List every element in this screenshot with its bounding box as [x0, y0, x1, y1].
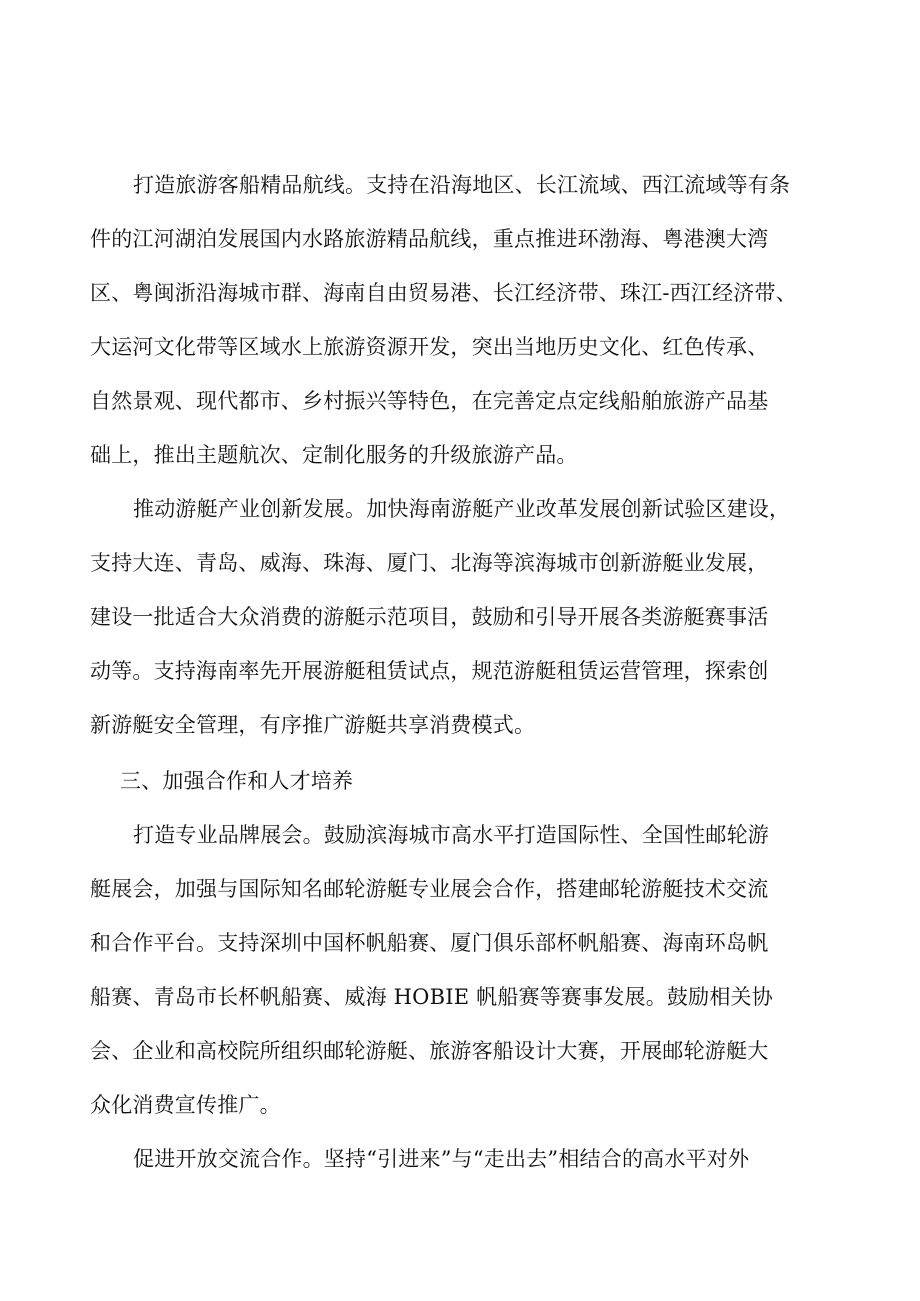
- paragraph-3-line-5: 会、企业和高校院所组织邮轮游艇、旅游客船设计大赛，开展邮轮游艇大: [90, 1039, 769, 1063]
- paragraph-2-line-5: 新游艇安全管理，有序推广游艇共享消费模式。: [90, 713, 536, 737]
- paragraph-1-line-6: 础上，推出主题航次、定制化服务的升级旅游产品。: [90, 443, 578, 467]
- paragraph-3-line-6: 众化消费宣传推广。: [90, 1093, 281, 1117]
- paragraph-1-line-4: 大运河文化带等区域水上旅游资源开发，突出当地历史文化、红色传承、: [90, 335, 769, 359]
- paragraph-2-line-1: 推动游艇产业创新发展。加快海南游艇产业改革发展创新试验区建设，: [133, 497, 791, 521]
- paragraph-3-line-4: 船赛、青岛市长杯帆船赛、威海 HOBIE 帆船赛等赛事发展。鼓励相关协: [90, 985, 773, 1009]
- paragraph-3-line-1: 打造专业品牌展会。鼓励滨海城市高水平打造国际性、全国性邮轮游: [133, 823, 769, 847]
- section-heading: 三、加强合作和人才培养: [120, 769, 354, 793]
- paragraph-1-line-2: 件的江河湖泊发展国内水路旅游精品航线，重点推进环渤海、粤港澳大湾: [90, 227, 769, 251]
- paragraph-4-line-1: 促进开放交流合作。坚持“引进来”与“走出去”相结合的高水平对外: [133, 1147, 750, 1171]
- paragraph-3-line-3: 和合作平台。支持深圳中国杯帆船赛、厦门俱乐部杯帆船赛、海南环岛帆: [90, 931, 769, 955]
- paragraph-2-line-2: 支持大连、青岛、威海、珠海、厦门、北海等滨海城市创新游艇业发展，: [90, 551, 769, 575]
- paragraph-1-line-3: 区、粤闽浙沿海城市群、海南自由贸易港、长江经济带、珠江-西江经济带、: [90, 281, 797, 305]
- paragraph-1-line-5: 自然景观、现代都市、乡村振兴等特色，在完善定点定线船舶旅游产品基: [90, 389, 769, 413]
- paragraph-2-line-3: 建设一批适合大众消费的游艇示范项目，鼓励和引导开展各类游艇赛事活: [90, 605, 769, 629]
- paragraph-3-line-2: 艇展会，加强与国际知名邮轮游艇专业展会合作，搭建邮轮游艇技术交流: [90, 877, 769, 901]
- paragraph-2-line-4: 动等。支持海南率先开展游艇租赁试点，规范游艇租赁运营管理，探索创: [90, 659, 769, 683]
- paragraph-1-line-1: 打造旅游客船精品航线。支持在沿海地区、长江流域、西江流域等有条: [133, 173, 791, 197]
